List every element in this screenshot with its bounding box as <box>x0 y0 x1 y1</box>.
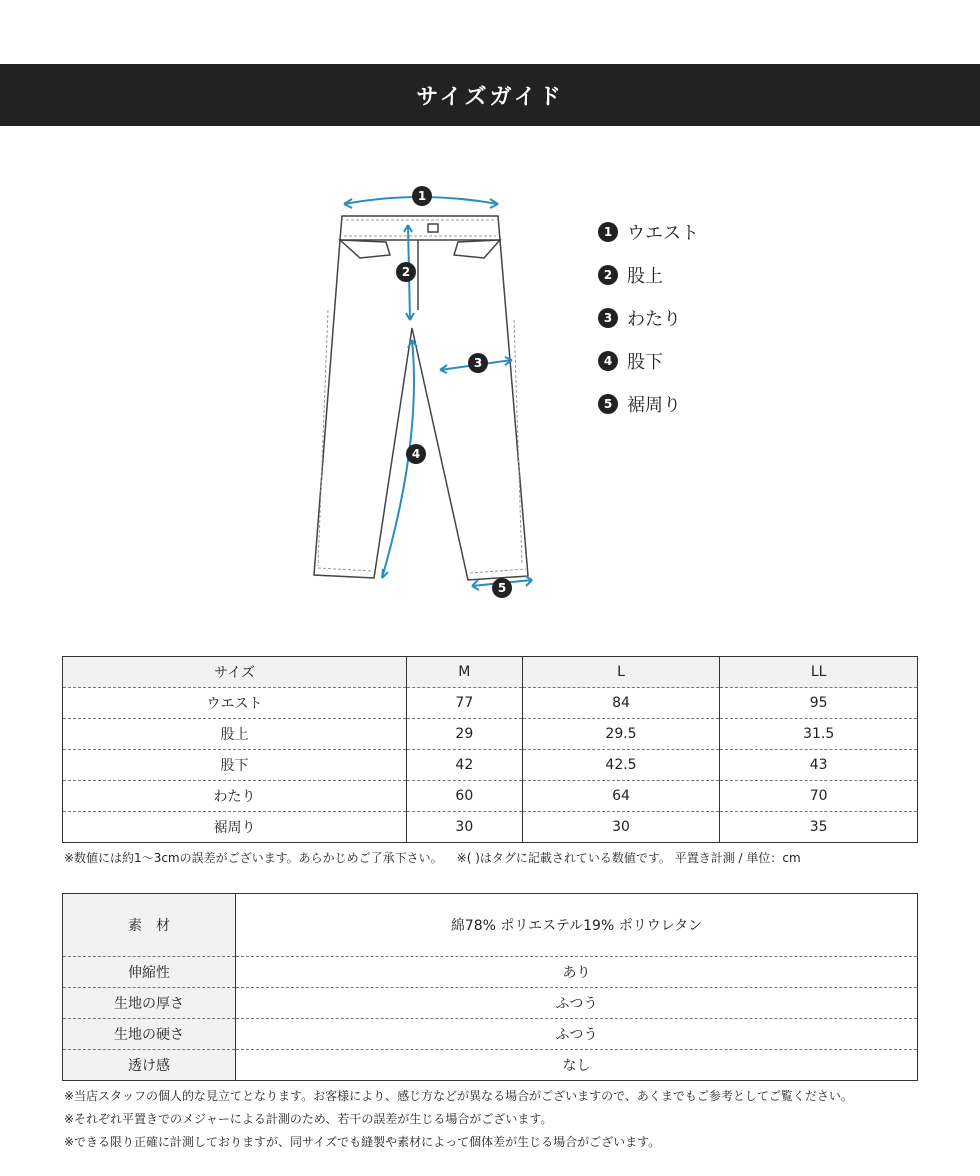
table-cell: 95 <box>720 688 918 719</box>
table-header-row <box>63 657 918 688</box>
material-value: 綿78% ポリエステル19% ポリウレタン <box>236 894 918 957</box>
size-note-left: ※数値には約1～3cmの誤差がございます。あらかじめご了承下さい。 <box>64 851 443 865</box>
legend-number: 4 <box>598 351 618 371</box>
hardness-label: 生地の硬さ <box>63 1019 236 1050</box>
header-bar <box>0 64 980 126</box>
sheerness-value: なし <box>562 1058 591 1074</box>
table-row <box>63 781 918 812</box>
diagram-marker-3: 3 <box>473 356 483 370</box>
legend-label: 股上 <box>627 265 663 287</box>
stretch-label: 伸縮性 <box>63 957 236 988</box>
legend-label: ウエスト <box>627 222 699 244</box>
table-cell: 29 <box>407 719 523 750</box>
table-cell: 84 <box>522 688 720 719</box>
sheerness-label: 透け感 <box>63 1050 236 1081</box>
hardness-value: ふつう <box>236 1019 918 1050</box>
legend-label: 股下 <box>627 351 663 373</box>
table-cell: 64 <box>522 781 720 812</box>
legend-label: わたり <box>627 308 681 330</box>
thickness-label: 生地の厚さ <box>63 988 236 1019</box>
legend-item <box>598 339 699 382</box>
legend-item <box>598 210 699 253</box>
table-header-cell: LL <box>720 657 918 688</box>
table-cell: 股下 <box>63 750 407 781</box>
measurement-legend <box>598 210 699 425</box>
table-row <box>63 894 918 957</box>
diagram-marker-4: 4 <box>411 447 421 461</box>
note-line: ※できる限り正確に計測しておりますが、同サイズでも縫製や素材によって個体差が生じる場合がございます。 <box>64 1135 661 1149</box>
table-row <box>63 1050 918 1081</box>
table-cell: わたり <box>63 781 407 812</box>
table-header-cell: M <box>407 657 523 688</box>
note-line: ※それぞれ平置きでのメジャーによる計測のため、若干の誤差が生じる場合がございます。 <box>64 1112 553 1126</box>
legend-number: 2 <box>598 265 618 285</box>
size-note-right: ※( )はタグに記載されている数値です。 平置き計測 / 単位：cm <box>456 851 801 865</box>
page-title: サイズガイド <box>416 84 564 110</box>
table-cell: 70 <box>720 781 918 812</box>
pants-diagram <box>300 180 550 610</box>
table-cell: 77 <box>407 688 523 719</box>
size-note <box>64 849 801 866</box>
diagram-marker-5: 5 <box>497 581 507 595</box>
legend-number: 1 <box>598 222 618 242</box>
legend-number: 3 <box>598 308 618 328</box>
table-cell: ウエスト <box>63 688 407 719</box>
table-row <box>63 719 918 750</box>
material-table <box>62 893 918 1081</box>
table-row <box>63 688 918 719</box>
table-cell: 60 <box>407 781 523 812</box>
table-cell: 31.5 <box>720 719 918 750</box>
table-row <box>63 988 918 1019</box>
diagram-marker-2: 2 <box>401 265 411 279</box>
table-cell: 股上 <box>63 719 407 750</box>
table-cell: 30 <box>407 812 523 843</box>
table-cell: 43 <box>720 750 918 781</box>
table-cell: 35 <box>720 812 918 843</box>
table-row <box>63 957 918 988</box>
legend-label: 裾周り <box>627 394 681 416</box>
table-row <box>63 812 918 843</box>
table-cell: 42.5 <box>522 750 720 781</box>
size-table <box>62 656 918 843</box>
legend-item <box>598 253 699 296</box>
note-line: ※当店スタッフの個人的な見立てとなります。お客様により、感じ方などが異なる場合がございますので、あくまでもご参考としてご覧ください。 <box>64 1089 853 1103</box>
table-row <box>63 750 918 781</box>
diagram-marker-1: 1 <box>417 189 427 203</box>
legend-item <box>598 296 699 339</box>
table-header-cell: L <box>522 657 720 688</box>
legend-number: 5 <box>598 394 618 414</box>
table-cell: 裾周り <box>213 820 256 836</box>
thickness-value: ふつう <box>236 988 918 1019</box>
legend-item <box>598 382 699 425</box>
bottom-notes <box>64 1085 853 1154</box>
material-label: 素 材 <box>63 894 236 957</box>
table-header-cell: サイズ <box>63 657 407 688</box>
table-cell: 29.5 <box>522 719 720 750</box>
table-cell: 30 <box>522 812 720 843</box>
table-cell: 42 <box>407 750 523 781</box>
stretch-value: あり <box>236 957 918 988</box>
table-row <box>63 1019 918 1050</box>
